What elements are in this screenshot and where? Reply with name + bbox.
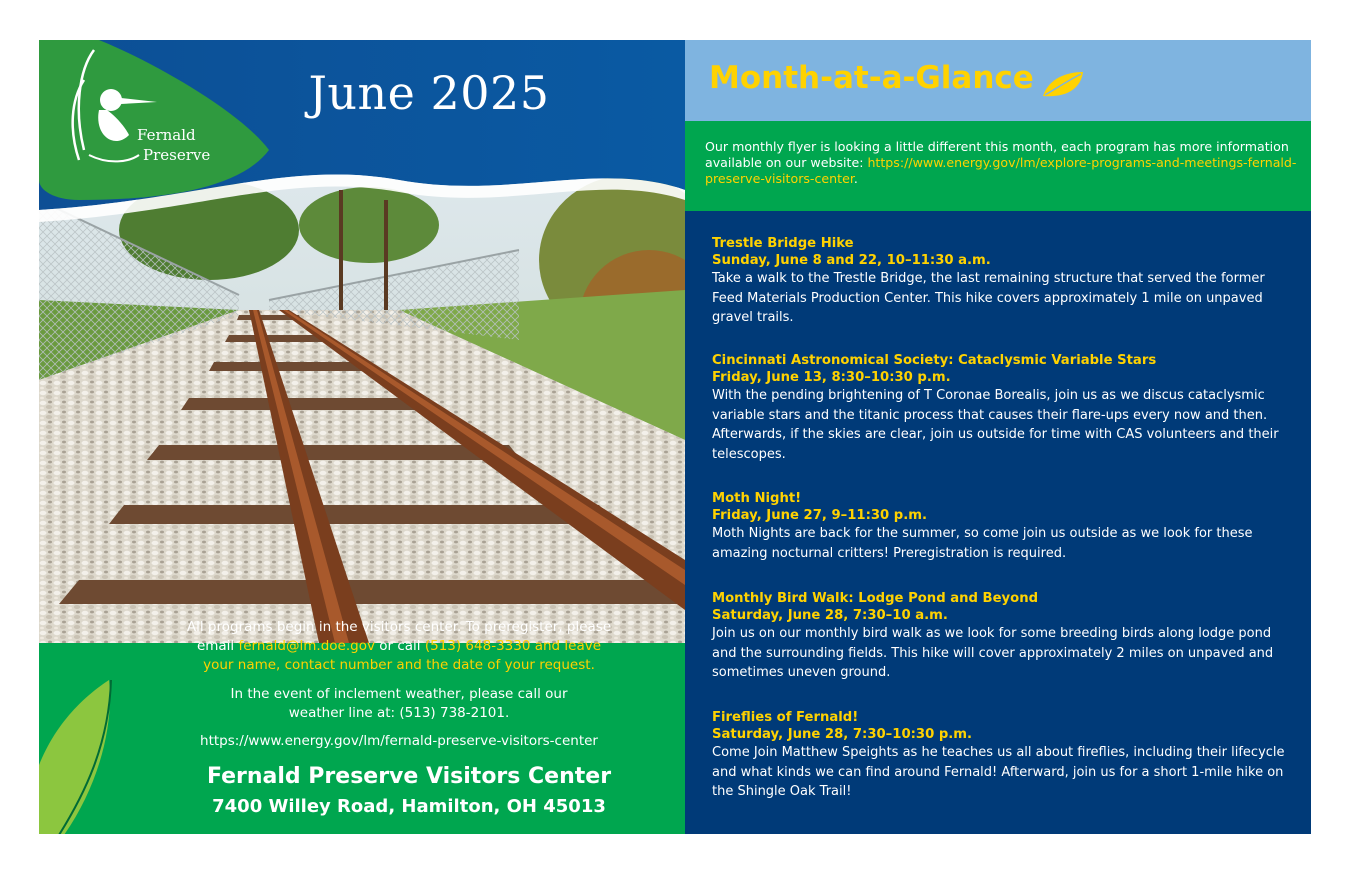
preregister-line-1: All programs begin in the visitors center. To preregister, please: [186, 619, 612, 635]
weather-info: [164, 685, 634, 723]
event-item: [712, 352, 1297, 464]
event-title: Trestle Bridge Hike: [712, 236, 854, 251]
event-title: Moth Night!: [712, 491, 802, 506]
preregister-info: [164, 618, 634, 675]
leaf-icon: [1041, 70, 1085, 100]
event-date: Sunday, June 8 and 22, 10–11:30 a.m.: [712, 253, 991, 268]
event-description: Come Join Matthew Speights as he teaches us all about fireflies, including their lifecycle and what kinds we can find around Fernald! Afterward, join us for a short 1-mile hike on the Shingle Oak Trail!: [712, 745, 1285, 799]
intro-text: [705, 139, 1299, 187]
call-text: or call: [374, 638, 425, 654]
visitors-center-address: 7400 Willey Road, Hamilton, OH 45013: [212, 796, 606, 817]
flyer-left-panel: [39, 40, 685, 834]
event-description: Moth Nights are back for the summer, so come join us outside as we look for these amazing nocturnal critters! Preregistration is required.: [712, 526, 1253, 561]
weather-line-2: weather line at: (513) 738-2101.: [288, 705, 510, 721]
month-at-a-glance-title: Month-at-a-Glance: [709, 60, 1034, 96]
intro-end: .: [853, 171, 858, 186]
event-description: With the pending brightening of T Coronae Borealis, join us as we discus cataclysmic variable stars and the titanic process that causes their flare-ups every now and then. Afterwards, if the skies are clear, join us outside for time with CAS volunteers and their telescopes.: [712, 388, 1279, 462]
event-title: Fireflies of Fernald!: [712, 710, 859, 725]
event-description: Take a walk to the Trestle Bridge, the last remaining structure that served the former Feed Materials Production Center. This hike covers approximately 1 mile on unpaved gravel trails.: [712, 271, 1265, 325]
page-title: June 2025: [308, 66, 550, 120]
event-item: [712, 709, 1297, 802]
event-item: [712, 235, 1297, 328]
website-url[interactable]: https://www.energy.gov/lm/fernald-preserve-visitors-center: [200, 733, 598, 749]
event-date: Friday, June 13, 8:30–10:30 p.m.: [712, 370, 951, 385]
event-item: [712, 490, 1297, 563]
logo-text-preserve: Preserve: [143, 146, 211, 164]
logo-text-fernald: Fernald: [137, 126, 196, 144]
event-description: Join us on our monthly bird walk as we look for some breeding birds along lodge pond and the surrounding fields. This hike will cover approximately 2 miles on unpaved and sometimes uneven ground.: [712, 626, 1274, 680]
event-title: Cincinnati Astronomical Society: Cataclysmic Variable Stars: [712, 353, 1157, 368]
email-link[interactable]: fernald@lm.doe.gov: [238, 638, 375, 654]
event-date: Friday, June 27, 9–11:30 p.m.: [712, 508, 928, 523]
weather-line-1: In the event of inclement weather, please call our: [230, 686, 568, 702]
programs-link[interactable]: https://www.energy.gov/lm/explore-programs-and-meetings-fernald-preserve-visitors-center: [705, 155, 1297, 186]
month-at-a-glance-header: [685, 40, 1311, 121]
event-date: Saturday, June 28, 7:30–10:30 p.m.: [712, 727, 973, 742]
event-date: Saturday, June 28, 7:30–10 a.m.: [712, 608, 948, 623]
preregister-line-3: your name, contact number and the date of your request.: [203, 657, 595, 673]
email-prefix: email: [196, 638, 239, 654]
visitors-center-name: Fernald Preserve Visitors Center: [206, 764, 612, 789]
intro-body: Our monthly flyer is looking a little different this month, each program has more information available on our website:: [705, 139, 1289, 170]
phone-number[interactable]: (513) 648-3330 and leave: [424, 638, 602, 654]
event-title: Monthly Bird Walk: Lodge Pond and Beyond: [712, 591, 1039, 606]
events-list: [685, 211, 1311, 834]
preregister-line-2: [164, 637, 634, 656]
event-item: [712, 590, 1297, 683]
intro-banner: [685, 121, 1311, 211]
